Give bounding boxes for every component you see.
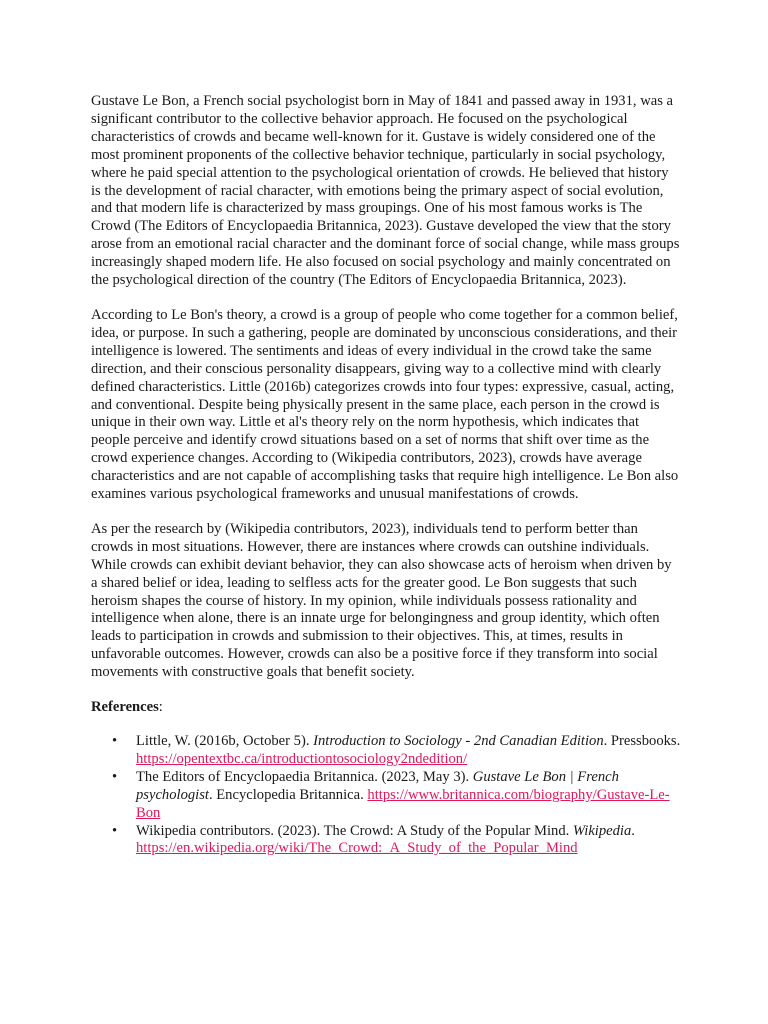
reference-title: Gustave Le Bon | French psychologist [136,768,619,803]
reference-tail: . Encyclopedia Britannica. [208,786,368,803]
reference-link[interactable]: https://www.britannica.com/biography/Gustave-Le-Bon [136,786,670,821]
bullet-icon: • [112,768,118,785]
references-heading-label: References [91,699,159,716]
reference-tail: . Pressbooks. [603,733,681,749]
reference-item-britannica [91,769,681,823]
reference-link[interactable]: https://en.wikipedia.org/wiki/The_Crowd:_A_Study_of_the_Popular_Mind [136,840,578,857]
references-heading [91,699,681,717]
paragraph-3: As per the research by (Wikipedia contributors, 2023), individuals tend to perform better than crowds in most situations. However, there are instances where crowds can outshine individuals. While crowds can exhibit deviant behavior, they can also showcase acts of heroism when driven by a shared belief or idea, leading to selfless acts for the greater good. Le Bon suggests that such heroism shapes the course of history. In my opinion, while individuals possess rationality and intelligence when alone, there is an innate urge for belongingness and group identity, which often leads to participation in crowds and submission to their objectives. This, at times, results in unfavorable outcomes. However, crowds can also be a positive force if they transform into social movements with constructive goals that benefit society. [91,520,672,681]
reference-lead: The Editors of Encyclopaedia Britannica. (2023, May 3). [136,768,473,785]
reference-tail: . [631,822,635,839]
bullet-icon: • [112,733,118,749]
reference-item-wikipedia [91,823,681,859]
reference-title: Wikipedia [572,822,632,839]
references-heading-colon: : [158,699,163,716]
reference-item-little [91,733,681,769]
reference-link[interactable]: https://opentextbc.ca/introductiontosociology2ndedition/ [136,750,468,767]
paragraph-1: Gustave Le Bon, a French social psychologist born in May of 1841 and passed away in 1931, was a significant contributor to the collective behavior approach. He focused on the psychological characteristics of crowds and became well-known for it. Gustave is widely considered one of the most prominent proponents of the collective behavior technique, particularly in social psychology, where he paid special attention to the psychological orientation of crowds. He believed that history is the development of racial character, with emotions being the primary aspect of social evolution, and that modern life is characterized by mass groupings. One of his most famous works is The Crowd (The Editors of Encyclopaedia Britannica, 2023). Gustave developed the view that the story arose from an emotional racial character and the dominant force of social change, while mass groups increasingly shaped modern life. He also focused on social psychology and mainly concentrated on the psychological direction of the country (The Editors of Encyclopaedia Britannica, 2023). [91,93,680,289]
reference-lead: Little, W. (2016b, October 5). [136,733,314,749]
paragraph-2: According to Le Bon's theory, a crowd is a group of people who come together for a common belief, idea, or purpose. In such a gathering, people are dominated by unconscious considerations, and their intelligence is lowered. The sentiments and ideas of every individual in the crowd take the same direction, and their conscious personality disappears, giving way to a collective mind with clearly defined characteristics. Little (2016b) categorizes crowds into four types: expressive, casual, acting, and conventional. Despite being physically present in the same place, each person in the crowd is unique in their own way. Little et al's theory rely on the norm hypothesis, which indicates that people perceive and identify crowd situations based on a set of norms that shift over time as the crowd experience changes. According to (Wikipedia contributors, 2023), crowds have average characteristics and are not capable of accomplishing tasks that require high intelligence. Le Bon also examines various psychological frameworks and unusual manifestations of crowds. [91,306,679,503]
bullet-icon: • [112,822,118,839]
reference-title: Introduction to Sociology - 2nd Canadian Edition [313,733,604,749]
document-page [91,93,681,858]
references-list [91,733,681,858]
reference-lead: Wikipedia contributors. (2023). The Crowd: A Study of the Popular Mind. [136,822,573,839]
